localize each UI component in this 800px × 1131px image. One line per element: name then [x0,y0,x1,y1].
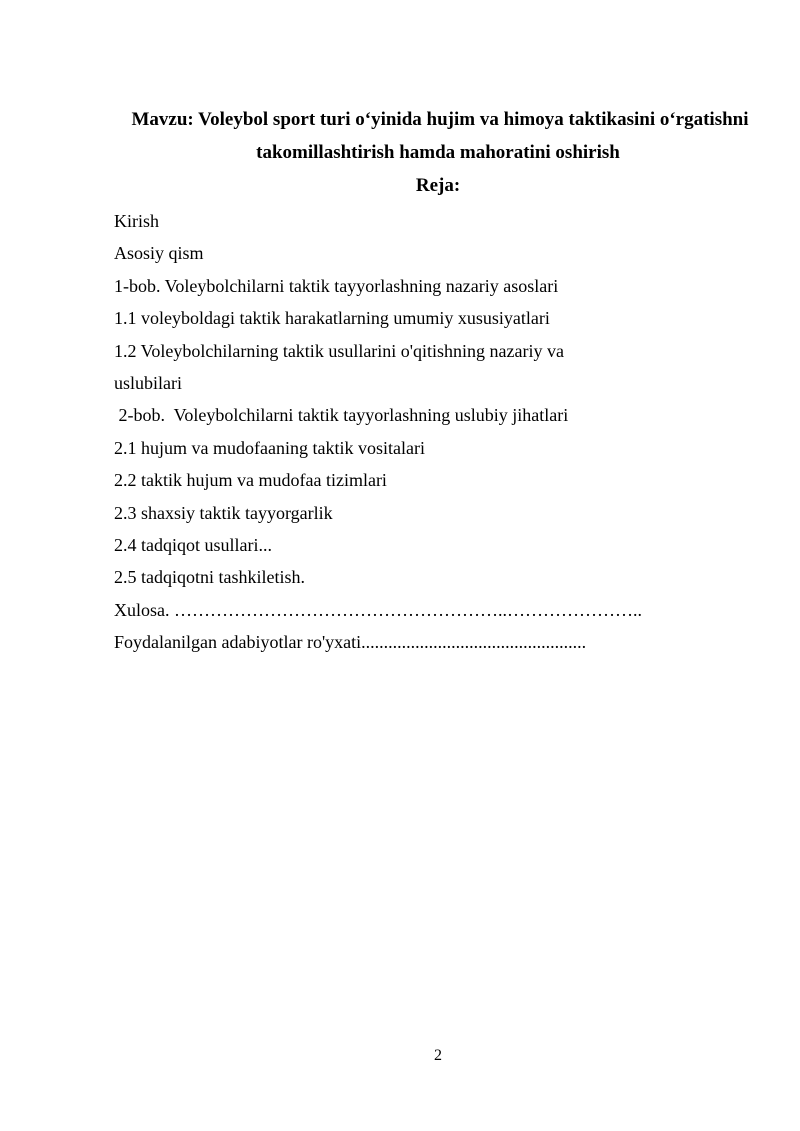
page-number: 2 [434,1047,442,1064]
toc-item-section-2-4: 2.4 tadqiqot usullari... [114,535,272,556]
toc-item-chapter-1: 1-bob. Voleybolchilarni taktik tayyorlashning nazariy asoslari [114,275,559,296]
document-title-line-1: Mavzu: Voleybol sport turi o‘yinida hujim va himoya taktikasini o‘rgatishni [131,109,749,130]
toc-item-section-2-1: 2.1 hujum va mudofaaning taktik vositalari [114,437,425,458]
toc-item-main-part: Asosiy qism [114,243,204,264]
toc-item-conclusion: Xulosa. ………………………………………………..………………….. [114,599,642,620]
toc-item-introduction: Kirish [114,211,159,231]
table-of-contents [114,205,642,659]
toc-item-section-2-3: 2.3 shaxsiy taktik tayyorgarlik [114,502,333,523]
toc-item-chapter-2: 2-bob. Voleybolchilarni taktik tayyorlashning uslubiy jihatlari [114,405,569,426]
plan-heading: Reja: [415,175,461,196]
toc-item-section-1-1: 1.1 voleyboldagi taktik harakatlarning umumiy xususiyatlari [114,308,550,329]
toc-item-section-2-2: 2.2 taktik hujum va mudofaa tizimlari [114,470,387,491]
toc-item-section-1-2-continued: uslubilari [114,373,182,394]
toc-item-references: Foydalanilgan adabiyotlar ro'yxati.................................................. [114,632,587,653]
toc-item-section-2-5: 2.5 tadqiqotni tashkiletish. [114,567,305,588]
document-title-line-2: takomillashtirish hamda mahoratini oshirish [256,142,620,163]
toc-item-section-1-2: 1.2 Voleybolchilarning taktik usullarini o'qitishning nazariy va [114,340,565,361]
